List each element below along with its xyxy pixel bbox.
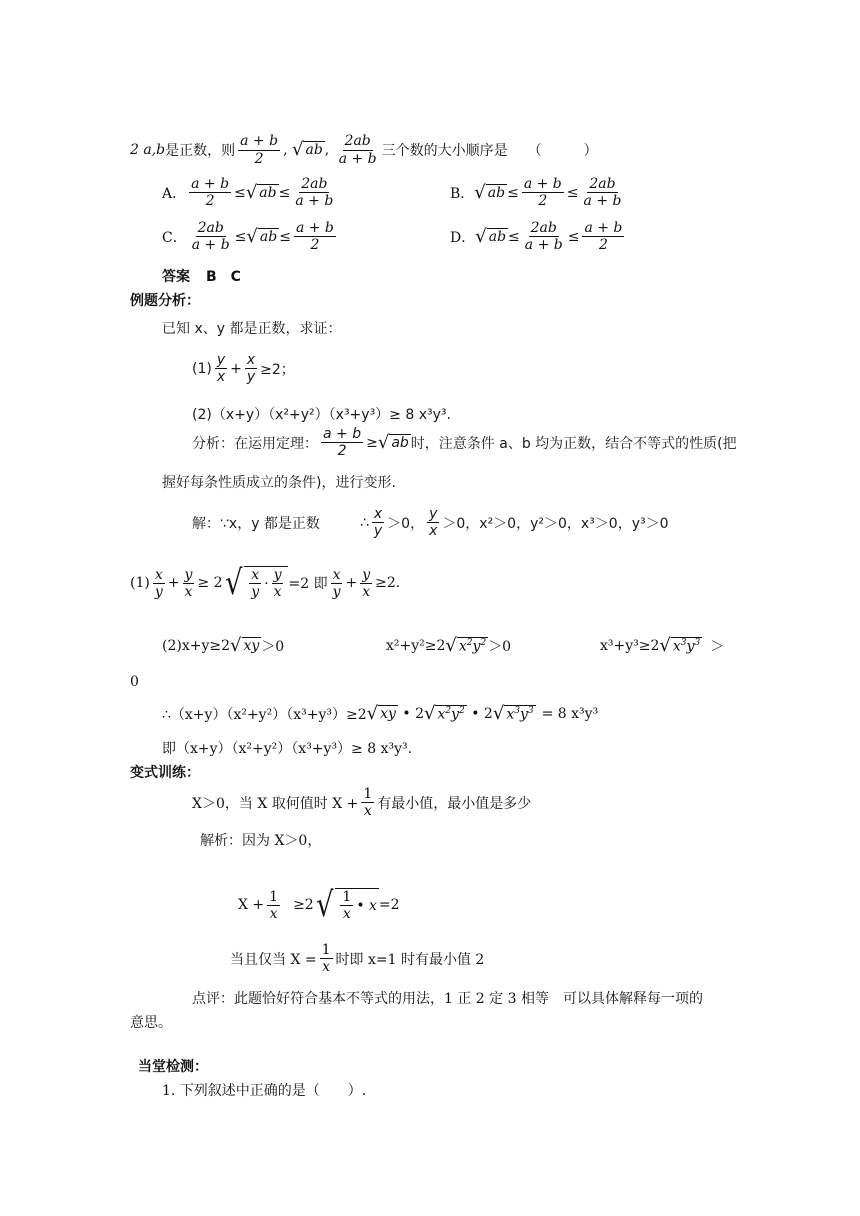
proof-p2-c-tail: ＞ [710, 639, 725, 655]
problem-statement: 已知 x、y 都是正数，求证： [162, 321, 342, 337]
answer-label: 答案 [162, 269, 190, 285]
variant-question: X＞0，当 X 取何值时 X + $\frac{1}{x}$ 有最小值，最小值是多少 [192, 786, 532, 820]
analysis-line1: 分析：在运用定理： $\frac{a + b}{2}$ ≥ √ ab 时，注意条件 a、b 均为正数，结合不等式的性质(把 [192, 426, 737, 460]
variant-question-b: 有最小值，最小值是多少 [377, 795, 532, 812]
proof-part2-c: x³+y³≥2 √ $x^3y^3$ ＞ [600, 635, 725, 656]
analysis-suffix: 时，注意条件 a、b 均为正数，结合不等式的性质(把 [410, 435, 737, 452]
check-heading: 当堂检测： [138, 1059, 208, 1075]
analysis-line2: 握好每条性质成立的条件)，进行变形. [162, 475, 396, 491]
fraction-a-plus-b-over-2: $\frac{a + b}{2}$ [240, 133, 279, 167]
sqrt-ab: √ ab [291, 139, 323, 160]
proof-p2-b: x²+y²≥2 [386, 638, 446, 654]
variant-heading: 变式训练： [130, 765, 200, 781]
solution-line: 解：∵x，y 都是正数 ∴ $\frac{x}{y}$ ＞0， $\frac{y}{x}$ ＞0，x²＞0，y²＞0，x³＞0，y³＞0 [192, 506, 669, 540]
proof-therefore-end: = 8 x³y³ [541, 706, 599, 722]
answer-value: B C [206, 269, 241, 285]
problem-part1: (1) $\frac{y}{x}$ + $\frac{x}{y}$ ≥2； [192, 352, 295, 386]
intro-text2: 三个数的大小顺序是 [381, 143, 508, 159]
proof-part1: (1) $\frac{x}{y}$ + $\frac{y}{x}$ ≥ 2 √ $\frac{x}{y}$ · $\frac{y}{x}$ =2 即 $\frac{x}{y}$ + $\frac{y}{x}$ ≥2. [130, 563, 401, 603]
problem-part2: (2)（x+y）（x²+y²）（x³+y³）≥ 8 x³y³. [192, 407, 451, 423]
option-c: C． $\frac{2ab}{a + b}$ ≤ √ ab ≤ $\frac{a + b}{2}$ [162, 220, 334, 254]
variant-comment-1: 点评：此题恰好符合基本不等式的用法，1 正 2 定 3 相等 可以具体解释每一项的 [192, 991, 703, 1007]
intro-text1: 是正数，则 [165, 143, 236, 159]
option-a-label: A． [162, 185, 187, 202]
proof-therefore-text: ∴（x+y）（x²+y²）（x³+y³）≥2 [162, 707, 367, 723]
variant-inequality: X + $\frac{1}{x}$ ≥2 √ $\frac{1}{x}$ • x =2 [238, 885, 400, 925]
option-d: D． √ ab ≤ $\frac{2ab}{a + b}$ ≤ $\frac{a + b}{2}$ [450, 220, 623, 254]
option-c-label: C． [162, 229, 187, 246]
proof-part2-b: x²+y²≥2 √ $x^2y^2$ ＞0 [386, 635, 512, 656]
proof-zero: 0 [130, 674, 139, 690]
variant-ineq-a: X + [238, 897, 265, 914]
fraction-2ab-over-a-plus-b: $\frac{2ab}{a + b}$ [338, 133, 377, 167]
variant-equality-b: 时即 x=1 时有最小值 2 [335, 951, 485, 968]
answer-line [162, 266, 241, 286]
intro-prefix: 2 a,b [130, 142, 166, 158]
proof-p2-b-tail: ＞0 [488, 639, 512, 655]
proof-p2-a-tail: ＞0 [261, 639, 285, 655]
option-a: A． $\frac{a + b}{2}$ ≤ √ ab ≤ $\frac{2ab}{a + b}$ [162, 176, 334, 210]
proof-conclusion: 即（x+y）（x²+y²）（x³+y³）≥ 8 x³y³. [162, 741, 413, 757]
proof-p2-c: x³+y³≥2 [600, 638, 660, 654]
proof-p1-label: (1) [130, 575, 150, 592]
proof-p2-a: (2)x+y≥2 [162, 638, 231, 654]
proof-p1-mid: =2 即 [288, 576, 328, 593]
variant-question-a: X＞0，当 X 取何值时 X + [192, 795, 359, 812]
variant-analysis: 解析：因为 X＞0， [200, 833, 322, 849]
option-b: B． √ ab ≤ $\frac{a + b}{2}$ ≤ $\frac{2ab}{a + b}$ [450, 176, 622, 210]
option-b-label: B． [450, 185, 475, 202]
proof-part2-a: (2)x+y≥2 √ xy ＞0 [162, 635, 285, 656]
intro-line: 2 a,b 是正数，则 $\frac{a + b}{2}$ , √ ab , $\frac{2ab}{a + b}$ 三个数的大小顺序是 （ ） [130, 133, 598, 167]
solution-tail: ＞0，x²＞0，y²＞0，x³＞0，y³＞0 [442, 515, 669, 532]
problem-part1-tail: ≥2； [260, 361, 295, 378]
check-item-1: 1. 下列叙述中正确的是（ ）. [162, 1083, 367, 1099]
variant-equality-a: 当且仅当 X = [230, 951, 317, 968]
variant-ineq-c: =2 [378, 897, 400, 914]
option-d-label: D． [450, 229, 476, 246]
variant-ineq-b: ≥2 [293, 897, 314, 914]
variant-equality: 当且仅当 X = $\frac{1}{x}$ 时即 x=1 时有最小值 2 [230, 942, 485, 976]
analysis-prefix: 分析：在运用定理： [192, 435, 318, 452]
proof-p1-tail: ≥2. [375, 575, 401, 592]
example-heading: 例题分析： [130, 293, 200, 309]
intro-paren: （ ） [527, 143, 598, 159]
proof-therefore: ∴（x+y）（x²+y²）（x³+y³）≥2 √ xy • 2 √ $x^2y^2$ • 2 √ $x^3y^3$ = 8 x³y³ [162, 703, 599, 724]
variant-comment-2: 意思。 [130, 1015, 172, 1031]
solution-prefix: 解：∵x，y 都是正数 [192, 515, 320, 532]
solution-therefore: ∴ [359, 514, 369, 531]
